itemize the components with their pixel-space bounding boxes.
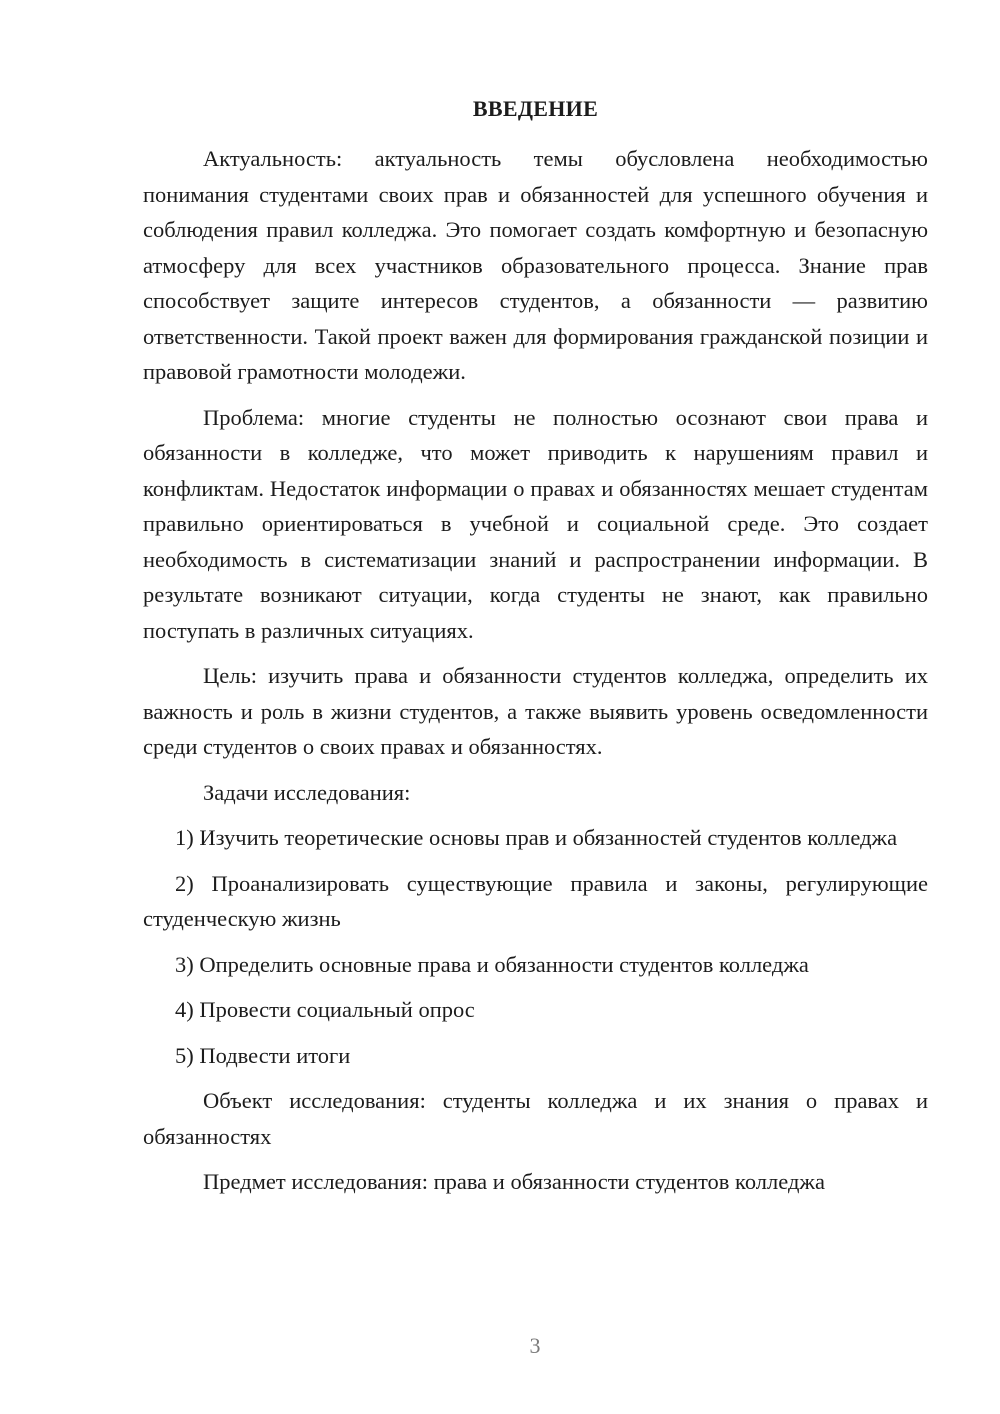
task-item: 2) Проанализировать существующие правила и законы, регулирующие студенческую жизнь	[143, 870, 928, 931]
page-title: ВВЕДЕНИЕ	[472, 96, 599, 121]
task-item: 4) Провести социальный опрос	[175, 997, 475, 1022]
document-body	[143, 141, 928, 1210]
object-paragraph: Объект исследования: студенты колледжа и их знания о правах и обязанностях	[143, 1088, 928, 1149]
tasks-heading: Задачи исследования:	[203, 779, 411, 805]
task-item: 1) Изучить теоретические основы прав и обязанностей студентов колледжа	[175, 825, 898, 850]
subject-paragraph: Предмет исследования: права и обязанности студентов колледжа	[203, 1169, 825, 1194]
relevance-paragraph: Актуальность: актуальность темы обусловлена необходимостью понимания студентами своих прав и обязанностей для успешного обучения и соблюдения правил колледжа. Это помогает создать комфортную и безопасную атмосферу для всех участников образовательного процесса. Знание прав способствует защите интересов студентов, а обязанности — развитию ответственности. Такой проект важен для формирования гражданской позиции и правовой грамотности молодежи.	[143, 146, 928, 384]
task-item: 3) Определить основные права и обязанности студентов колледжа	[175, 951, 809, 977]
problem-paragraph: Проблема: многие студенты не полностью осознают свои права и обязанности в колледже, что может приводить к нарушениям правил и конфликтам. Недостаток информации о правах и обязанностях мешает студентам правильно ориентироваться в учебной и социальной среде. Это создает необходимость в систематизации знаний и распространении информации. В результате возникают ситуации, когда студенты не знают, как правильно поступать в различных ситуациях.	[143, 404, 928, 643]
goal-paragraph: Цель: изучить права и обязанности студентов колледжа, определить их важность и роль в жизни студентов, а также выявить уровень осведомленности среди студентов о своих правах и обязанностях.	[143, 663, 928, 759]
page-number: 3	[529, 1333, 541, 1358]
task-item: 5) Подвести итоги	[175, 1042, 351, 1068]
